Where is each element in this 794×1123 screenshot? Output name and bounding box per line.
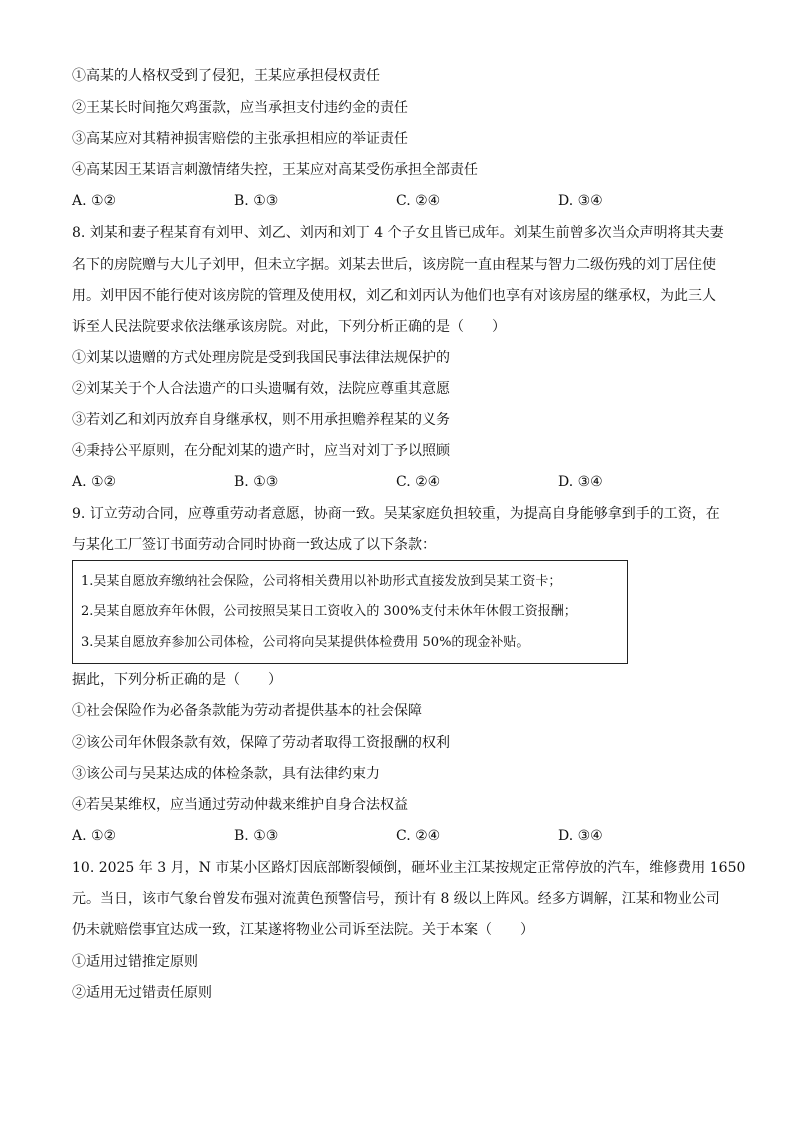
q9-option-b: B. ①③ xyxy=(234,828,279,844)
q9-option-c: C. ②④ xyxy=(396,828,441,844)
q9-option-d: D. ③④ xyxy=(558,828,603,844)
q9-item-4: ④若吴某维权，应当通过劳动仲裁来维护自身合法权益 xyxy=(72,797,408,813)
q7-option-b: B. ①③ xyxy=(234,193,279,209)
q8-option-d: D. ③④ xyxy=(558,474,603,490)
q8-item-2: ②刘某关于个人合法遗产的口头遗嘱有效，法院应尊重其意愿 xyxy=(72,381,450,397)
q7-options xyxy=(72,191,722,211)
contract-clauses-box xyxy=(72,560,628,664)
q7-item-2: ②王某长时间拖欠鸡蛋款，应当承担支付违约金的责任 xyxy=(72,100,408,116)
q9-item-1: ①社会保险作为必备条款能为劳动者提供基本的社会保障 xyxy=(72,703,422,719)
q10-stem-line-1: 10. 2025 年 3 月，N 市某小区路灯因底部断裂倾倒，砸坏业主江某按规定正常停放的汽车，维修费用 1650 xyxy=(72,860,746,876)
q9-option-a: A. ①② xyxy=(72,828,117,844)
q8-stem-line-3: 用。刘甲因不能行使对该房院的管理及使用权，刘乙和刘丙认为他们也享有对该房屋的继承权，为此三人 xyxy=(72,288,716,304)
q9-options xyxy=(72,826,722,846)
q9-item-3: ③该公司与吴某达成的体检条款，具有法律约束力 xyxy=(72,766,380,782)
q8-stem-line-2: 名下的房院赠与大儿子刘甲，但未立字据。刘某去世后，该房院一直由程某与智力二级伤残的刘丁居住使 xyxy=(72,257,716,273)
q7-item-4: ④高某因王某语言刺激情绪失控，王某应对高某受伤承担全部责任 xyxy=(72,162,478,178)
q8-stem-line-4: 诉至人民法院要求依法继承该房院。对此，下列分析正确的是（ ） xyxy=(72,319,506,335)
q8-option-a: A. ①② xyxy=(72,474,117,490)
q7-option-a: A. ①② xyxy=(72,193,117,209)
q7-option-d: D. ③④ xyxy=(558,193,603,209)
q10-item-1: ①适用过错推定原则 xyxy=(72,954,198,970)
q10-item-2: ②适用无过错责任原则 xyxy=(72,985,212,1001)
q8-stem-line-1: 8. 刘某和妻子程某育有刘甲、刘乙、刘丙和刘丁 4 个子女且皆已成年。刘某生前曾多次当众声明将其夫妻 xyxy=(72,225,724,241)
q8-item-4: ④秉持公平原则，在分配刘某的遗产时，应当对刘丁予以照顾 xyxy=(72,443,450,459)
q7-item-1: ①高某的人格权受到了侵犯，王某应承担侵权责任 xyxy=(72,68,380,84)
q7-item-3: ③高某应对其精神损害赔偿的主张承担相应的举证责任 xyxy=(72,131,408,147)
q8-options xyxy=(72,472,722,492)
q10-stem-line-3: 仍未就赔偿事宜达成一致，江某遂将物业公司诉至法院。关于本案（ ） xyxy=(72,922,534,938)
clause-2: 2.吴某自愿放弃年休假，公司按照吴某日工资收入的 300%支付未休年休假工资报酬； xyxy=(81,604,577,619)
q8-item-3: ③若刘乙和刘丙放弃自身继承权，则不用承担赡养程某的义务 xyxy=(72,412,450,428)
q10-stem-line-2: 元。当日，该市气象台曾发布强对流黄色预警信号，预计有 8 级以上阵风。经多方调解，江某和物业公司 xyxy=(72,891,720,907)
q9-item-2: ②该公司年休假条款有效，保障了劳动者取得工资报酬的权利 xyxy=(72,735,450,751)
q9-ask: 据此，下列分析正确的是（ ） xyxy=(72,672,282,688)
clause-1: 1.吴某自愿放弃缴纳社会保险，公司将相关费用以补助形式直接发放到吴某工资卡； xyxy=(81,574,562,589)
q8-option-c: C. ②④ xyxy=(396,474,441,490)
q9-stem-line-2: 与某化工厂签订书面劳动合同时协商一致达成了以下条款： xyxy=(72,537,436,553)
q8-option-b: B. ①③ xyxy=(234,474,279,490)
q8-item-1: ①刘某以遗赠的方式处理房院是受到我国民事法律法规保护的 xyxy=(72,350,450,366)
q9-stem-line-1: 9. 订立劳动合同，应尊重劳动者意愿，协商一致。吴某家庭负担较重，为提高自身能够拿到手的工资，在 xyxy=(72,506,720,522)
q7-option-c: C. ②④ xyxy=(396,193,441,209)
clause-3: 3.吴某自愿放弃参加公司体检，公司将向吴某提供体检费用 50%的现金补贴。 xyxy=(81,635,530,650)
